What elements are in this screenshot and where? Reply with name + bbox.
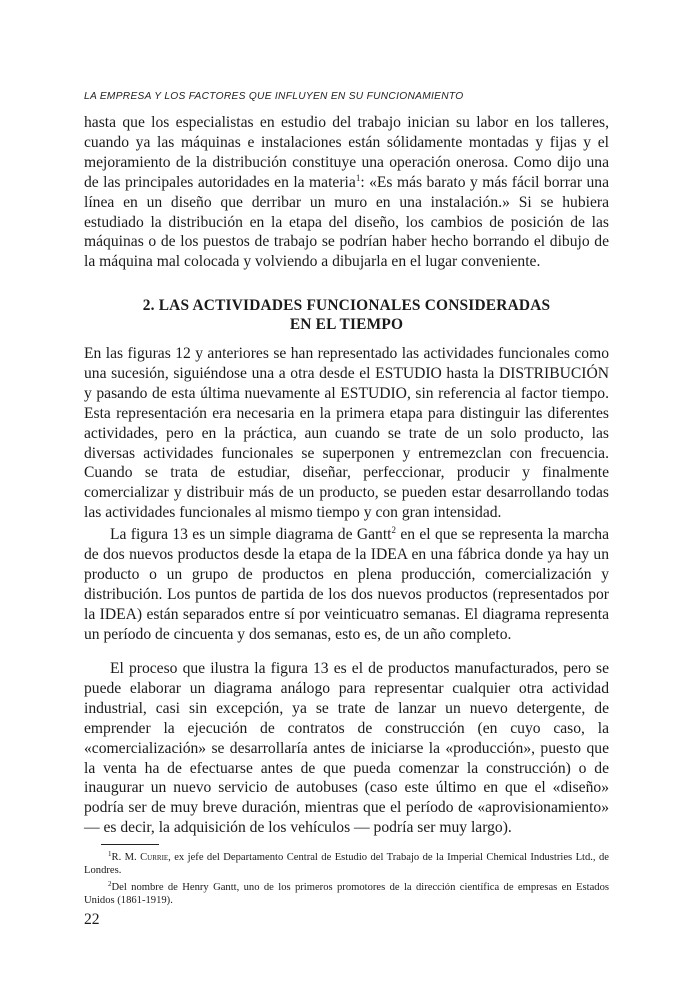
footnote-1-text: , ex jefe del Departamento Central de Estudio del Trabajo de la Imperial Chemical Industries Ltd., de Londres. [84, 852, 609, 877]
section-heading-line-2: EN EL TIEMPO [289, 316, 404, 333]
footnote-1 [84, 851, 609, 878]
footnote-2 [84, 881, 609, 908]
footnote-ref-1: 1 [355, 172, 361, 183]
paragraph-1-text: hasta que los especialistas en estudio del trabajo inician su labor en los talleres, cuando ya las máquinas e instalaciones están sólidamente montadas y fijas y el mejoramiento de la distribución constituye una operación onerosa. Como dijo una de las principales autoridades en la materia [84, 114, 609, 191]
page-number: 22 [84, 911, 100, 928]
footnote-1-author: R. M. Currie [111, 852, 169, 863]
section-heading [84, 296, 609, 334]
paragraph-3-tail: en el que se representa la marcha de dos nuevos productos desde la etapa de la IDEA en una fábrica donde ya hay un producto o un grupo de productos en plena producción, comercialización y distribución. Los puntos de partida de los dos nuevos productos (representados por la IDEA) están separados entre sí por veinticuatro semanas. El diagrama representa un período de cincuenta y dos semanas, esto es, de un año completo. [84, 526, 609, 643]
paragraph-3 [84, 525, 609, 644]
paragraph-4: El proceso que ilustra la figura 13 es el de productos manufacturados, pero se puede elaborar un diagrama análogo para representar cualquier otra actividad industrial, casi sin excepción, ya se trate de lanzar un nuevo detergente, de emprender la ejecución de contratos de construcción (en cuyo caso, la «comercialización» se desarrollaría antes de iniciarse la «producción», puesto que la venta ha de efectuarse antes de que pueda comenzar la construcción) o de inaugurar un nuevo servicio de autobuses (caso este último en que el «diseño» podría ser de muy breve duración, mientras que el período de «aprovisionamiento» — es decir, la adquisición de los vehículos — podría ser muy largo). [84, 660, 609, 837]
paragraph-3-text: La figura 13 es un simple diagrama de Gantt [110, 526, 392, 543]
footnote-2-text: Del nombre de Henry Gantt, uno de los primeros promotores de la dirección científica de empresas en Estados Unidos (1861-1919). [84, 882, 609, 907]
footnote-divider [101, 844, 159, 845]
paragraph-1-tail: : «Es más barato y más fácil borrar una línea en un diseño que derribar un muro en una instalación.» Si se hubiera estudiado la distribución en la etapa del diseño, los cambios de posición de las máquinas o de los puestos de trabajo se podrían haber hecho borrando el dibujo de la máquina mal colocada y volviendo a dibujarla en el lugar conveniente. [84, 173, 610, 271]
footnote-1-mark: 1 [108, 850, 112, 858]
paragraph-2: En las figuras 12 y anteriores se han representado las actividades funcionales como una sucesión, siguiéndose una a otra desde el ESTUDIO hasta la DISTRIBUCIÓN y pasando de esta última nuevamente al ESTUDIO, sin referencia al factor tiempo. Esta representación era necesaria en la primera etapa para distinguir las diferentes actividades, pero en la práctica, aun cuando se trate de un solo producto, las diversas actividades funcionales se superponen y entremezclan con frecuencia. Cuando se trata de estudiar, diseñar, perfeccionar, producir y finalmente comercializar y distribuir más de un producto, se pueden estar desarrollando todas las actividades funcionales al mismo tiempo y con gran intensidad. [84, 345, 609, 522]
running-head: LA EMPRESA Y LOS FACTORES QUE INFLUYEN EN SU FUNCIONAMIENTO [84, 91, 464, 102]
footnote-2-mark: 2 [108, 880, 112, 888]
section-heading-line-1: 2. LAS ACTIVIDADES FUNCIONALES CONSIDERADAS [142, 297, 551, 314]
paragraph-1 [84, 113, 609, 272]
footnote-ref-2: 2 [391, 525, 396, 535]
